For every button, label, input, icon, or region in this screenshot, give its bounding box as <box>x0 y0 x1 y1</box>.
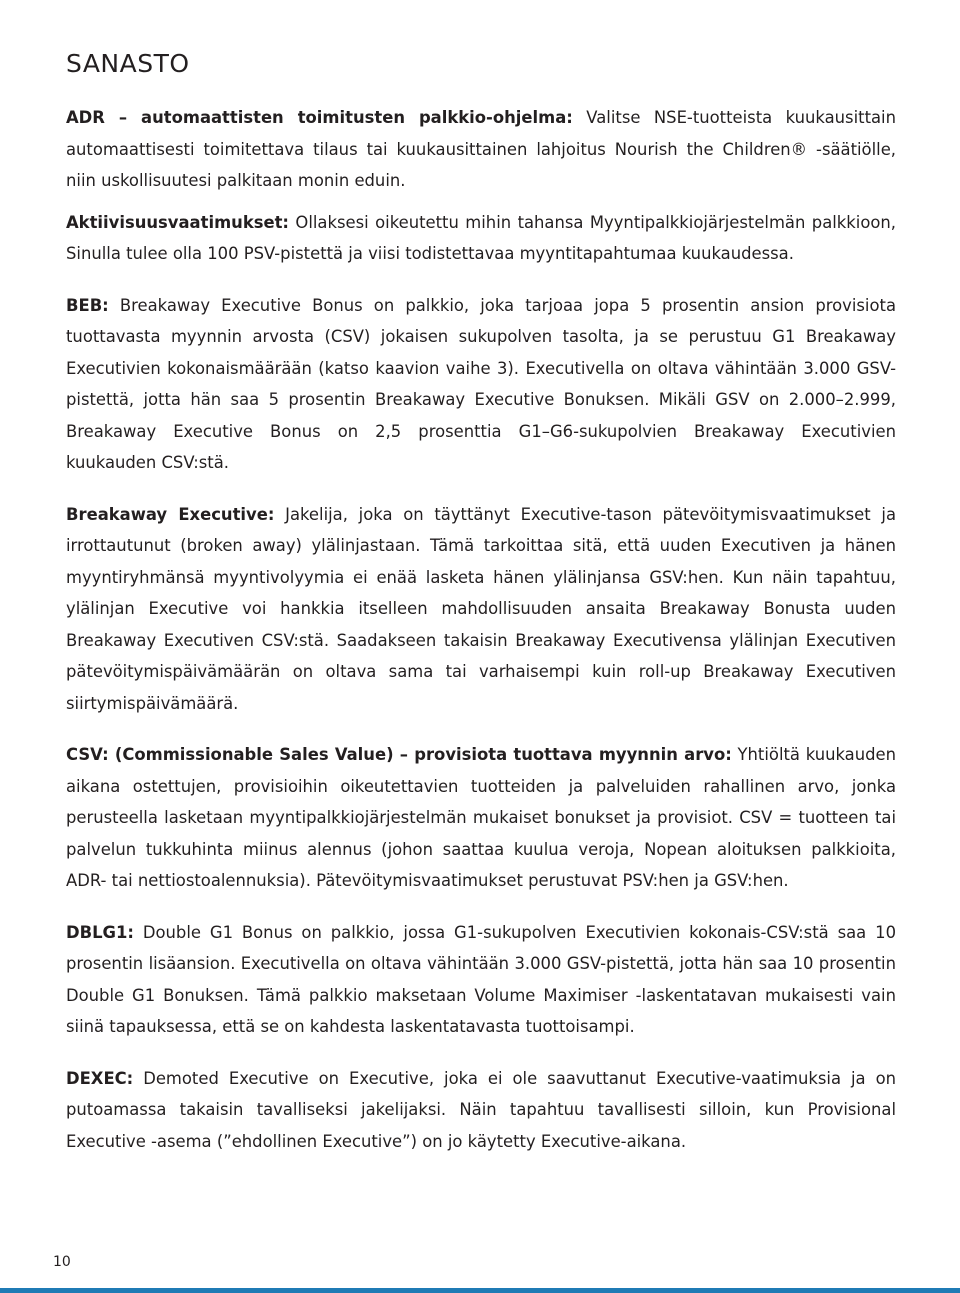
glossary-entry-beb <box>66 290 896 479</box>
glossary-definition: Ollaksesi oikeutettu mihin tahansa Myyntipalkkiojärjestelmän palkkioon, Sinulla tulee olla 100 PSV-pistettä ja viisi todistettavaa myyntitapahtumaa kuukaudessa. <box>66 212 896 263</box>
glossary-definition: Double G1 Bonus on palkkio, jossa G1-sukupolven Executivien kokonais-CSV:stä saa 10 prosentin lisäansion. Executivella on oltava vähintään 3.000 GSV-pistettä, jotta hän saa 10 prosentin Double G1 Bonuksen. Tämä palkkio maksetaan Volume Maximiser -laskentatavan mukaisesti vain siinä tapauksessa, että se on kahdesta laskentatavasta tuottoisampi. <box>66 922 896 1036</box>
glossary-term: BEB: <box>66 295 109 315</box>
glossary-definition: Breakaway Executive Bonus on palkkio, joka tarjoaa jopa 5 prosentin ansion provisiota tuottavasta myynnin arvosta (CSV) jokaisen sukupolven tasolta, ja se perustuu G1 Breakaway Executivien kokonaismäärään (katso kaavion vaihe 3). Executivella on oltava vähintään 3.000 GSV-pistettä, jotta hän saa 5 prosentin Breakaway Executive Bonuksen. Mikäli GSV on 2.000–2.999, Breakaway Executive Bonus on 2,5 prosenttia G1–G6-sukupolvien Breakaway Executivien kuukauden CSV:stä. <box>66 295 896 472</box>
glossary-entry-dblg1 <box>66 917 896 1043</box>
page-title: SANASTO <box>66 49 190 78</box>
glossary-term: ADR – automaattisten toimitusten palkkio-ohjelma: <box>66 108 573 127</box>
glossary-term: DEXEC: <box>66 1068 134 1088</box>
glossary-entry-csv <box>66 739 896 897</box>
bottom-accent-bar <box>0 1288 960 1293</box>
glossary-entry-aktiivisuusvaatimukset <box>66 207 896 270</box>
glossary-entry-breakaway-executive <box>66 499 896 720</box>
glossary-term: CSV: (Commissionable Sales Value) – provisiota tuottava myynnin arvo: <box>66 745 732 764</box>
glossary-term: DBLG1: <box>66 922 134 942</box>
glossary-term: Aktiivisuusvaatimukset: <box>66 212 289 232</box>
glossary-definition: Valitse NSE-tuotteista kuukausittain automaattisesti toimitettava tilaus tai kuukausittainen lahjoitus Nourish the Children® -säätiölle, niin uskollisuutesi palkitaan monin eduin. <box>66 108 896 190</box>
page-number: 10 <box>53 1254 71 1270</box>
glossary-definition: Yhtiöltä kuukauden aikana ostettujen, provisioihin oikeutettavien tuotteiden ja palveluiden rahallinen arvo, jonka perusteella lasketaan myyntipalkkiojärjestelmän mukaiset bonukset ja provisiot. CSV = tuotteen tai palvelun tukkuhinta miinus alennus (johon saattaa kuulua veroja, Nopean aloituksen palkkioita, ADR- tai nettiostoalennuksia). Pätevöitymisvaatimukset perustuvat PSV:hen ja GSV:hen. <box>66 745 896 890</box>
glossary-definition: Jakelija, joka on täyttänyt Executive-tason pätevöitymisvaatimukset ja irrottautunut (broken away) ylälinjastaan. Tämä tarkoittaa sitä, että uuden Executiven ja hänen myyntiryhmänsä myyntivolyymia ei enää lasketa hänen ylälinjansa GSV:hen. Kun näin tapahtuu, ylälinjan Executive voi hankkia itselleen mahdollisuuden ansaita Breakaway Bonusta uuden Breakaway Executiven CSV:stä. Saadakseen takaisin Breakaway Executivensa ylälinjan Executiven pätevöitymispäivämäärän on oltava sama tai varhaisempi kuin roll-up Breakaway Executiven siirtymispäivämäärä. <box>66 504 896 713</box>
glossary-list <box>66 102 896 1177</box>
glossary-entry-adr <box>66 102 896 197</box>
glossary-definition: Demoted Executive on Executive, joka ei ole saavuttanut Executive-vaatimuksia ja on putoamassa takaisin tavalliseksi jakelijaksi. Näin tapahtuu tavallisesti silloin, kun Provisional Executive -asema (”ehdollinen Executive”) on jo käytetty Executive-aikana. <box>66 1068 896 1151</box>
glossary-term: Breakaway Executive: <box>66 504 275 524</box>
glossary-entry-dexec <box>66 1063 896 1158</box>
